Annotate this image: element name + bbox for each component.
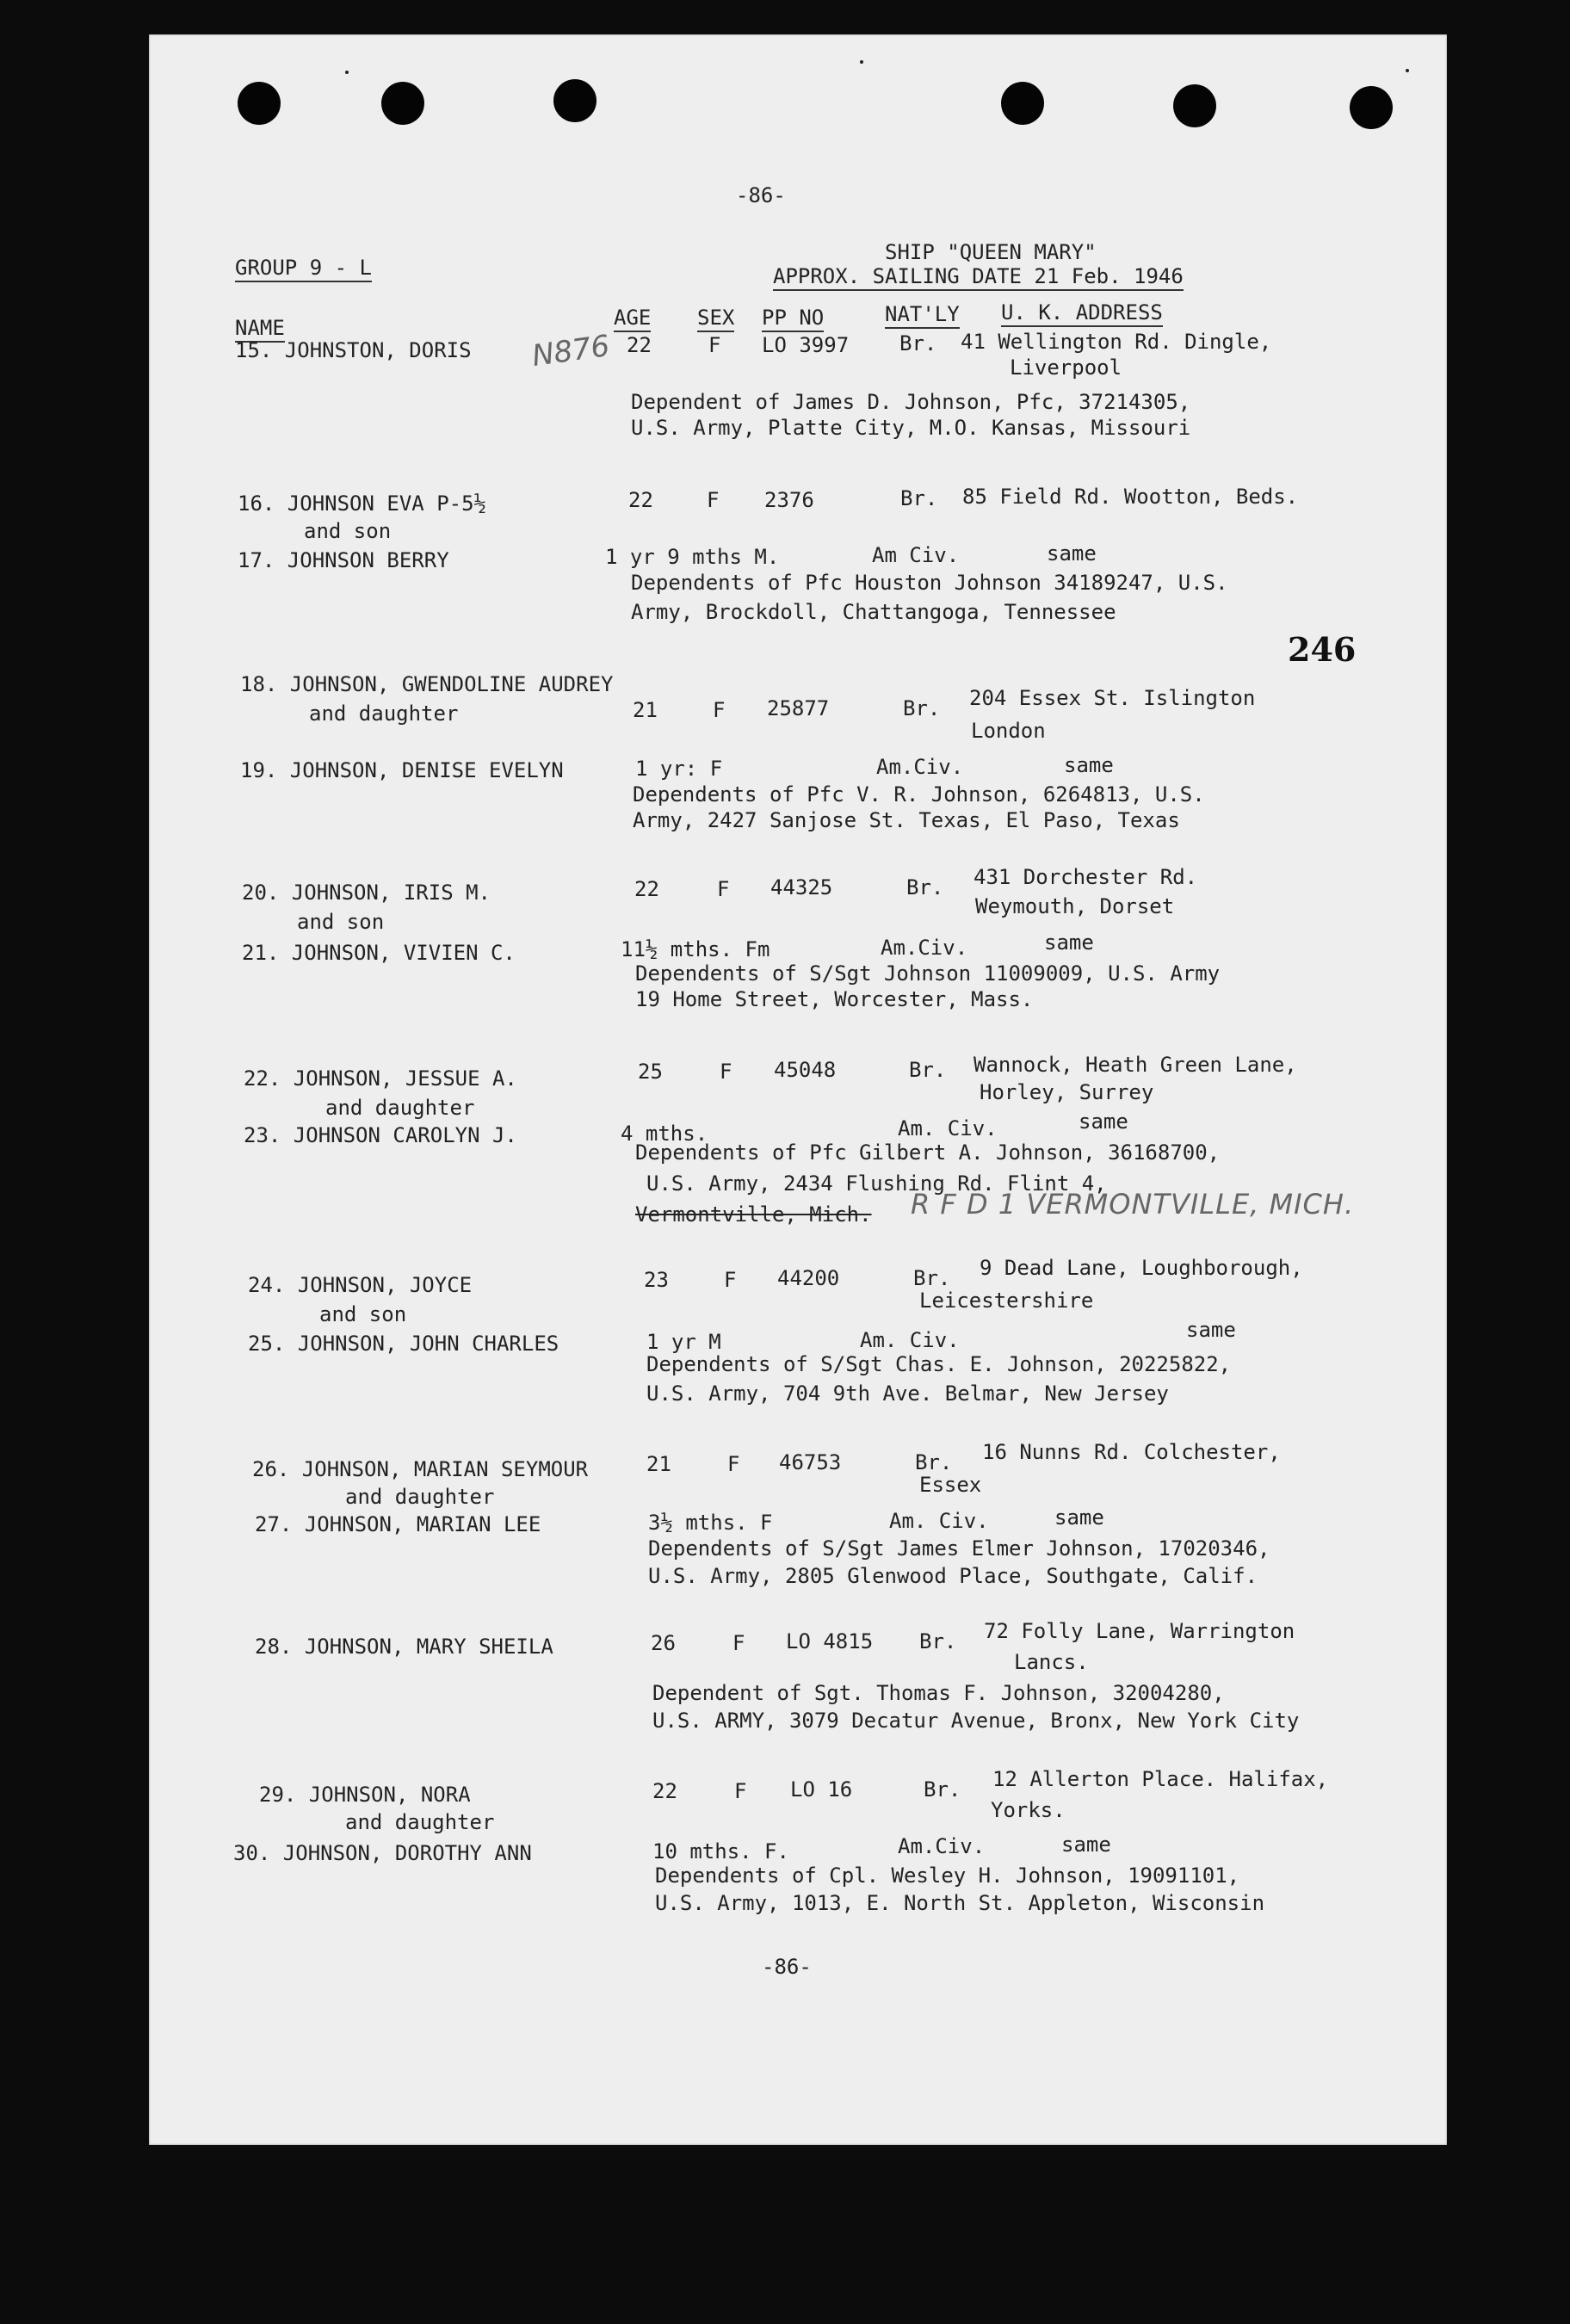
- entry-nationality: Am. Civ.: [898, 1116, 998, 1140]
- entry-nationality: Br.: [899, 331, 937, 355]
- entry-nationality: Am. Civ.: [889, 1509, 989, 1533]
- entry-age: 1 yr: F: [635, 757, 723, 781]
- entry-dependent: Dependents of Cpl. Wesley H. Johnson, 19091101,: [655, 1864, 1240, 1888]
- entry-address: 72 Folly Lane, Warrington: [984, 1619, 1295, 1643]
- entry-age: 1 yr 9 mths M.: [605, 545, 780, 569]
- entry-age: 10 mths. F.: [652, 1839, 789, 1864]
- entry-address: Wannock, Heath Green Lane,: [974, 1053, 1297, 1077]
- speck: [860, 60, 863, 64]
- punch-hole: [1173, 84, 1216, 127]
- entry-age: 25: [638, 1060, 663, 1084]
- entry-dependent: U.S. Army, Platte City, M.O. Kansas, Missouri: [631, 416, 1191, 440]
- entry-address: Essex: [919, 1473, 982, 1497]
- entry-name: 26. JOHNSON, MARIAN SEYMOUR: [252, 1457, 589, 1481]
- ship-title: SHIP "QUEEN MARY": [885, 240, 1097, 264]
- entry-address: 204 Essex St. Islington: [969, 686, 1256, 710]
- entry-address: London: [971, 719, 1046, 743]
- entry-age: 26: [651, 1631, 676, 1655]
- col-address-header: U. K. ADDRESS: [1001, 300, 1163, 327]
- entry-dependent: Dependents of S/Sgt Chas. E. Johnson, 20225822,: [646, 1352, 1232, 1376]
- group-label: GROUP 9 - L: [235, 255, 372, 282]
- entry-name: 16. JOHNSON EVA P-5½: [238, 491, 486, 516]
- entry-sub: and daughter: [345, 1810, 495, 1834]
- entry-dependent: Dependent of Sgt. Thomas F. Johnson, 32004280,: [652, 1681, 1225, 1705]
- entry-address: 85 Field Rd. Wootton, Beds.: [962, 485, 1299, 509]
- entry-sub: and daughter: [309, 702, 459, 726]
- entry-name: 29. JOHNSON, NORA: [259, 1783, 471, 1807]
- punch-hole: [553, 79, 596, 122]
- entry-sex: F: [717, 877, 730, 901]
- entry-name: 19. JOHNSON, DENISE EVELYN: [240, 758, 564, 782]
- entry-pp: LO 3997: [762, 333, 850, 357]
- sailing-date: APPROX. SAILING DATE 21 Feb. 1946: [773, 263, 1184, 291]
- entry-dependent: U.S. Army, 1013, E. North St. Appleton, Wisconsin: [655, 1891, 1265, 1915]
- entry-age: 11½ mths. Fm: [621, 937, 770, 961]
- entry-name: 17. JOHNSON BERRY: [238, 548, 449, 572]
- entry-address: Lancs.: [1014, 1650, 1089, 1674]
- entry-nationality: Br.: [913, 1266, 951, 1290]
- entry-address: 41 Wellington Rd. Dingle,: [961, 330, 1272, 354]
- entry-address: Yorks.: [991, 1798, 1066, 1822]
- entry-address: same: [1061, 1833, 1111, 1857]
- entry-name: 28. JOHNSON, MARY SHEILA: [255, 1635, 553, 1659]
- entry-nationality: Br.: [906, 875, 944, 899]
- punch-hole: [381, 82, 424, 125]
- col-name-header: NAME: [235, 315, 285, 343]
- entry-age: 1 yr M: [646, 1330, 721, 1354]
- entry-dependent: Dependents of Pfc Houston Johnson 34189247, U.S.: [631, 571, 1228, 595]
- entry-dependent: Dependents of Pfc Gilbert A. Johnson, 36168700,: [635, 1140, 1221, 1165]
- entry-sex: F: [707, 488, 720, 512]
- entry-age: 21: [633, 698, 658, 722]
- entry-nationality: Am.Civ.: [876, 755, 964, 779]
- entry-pp: 25877: [767, 696, 830, 720]
- entry-nationality: Am.Civ.: [881, 936, 968, 960]
- punch-hole: [1350, 86, 1393, 129]
- entry-sex: F: [713, 698, 726, 722]
- entry-address: 9 Dead Lane, Loughborough,: [980, 1256, 1303, 1280]
- entry-name: 22. JOHNSON, JESSUE A.: [244, 1066, 517, 1091]
- entry-dependent: Dependent of James D. Johnson, Pfc, 37214305,: [631, 390, 1191, 414]
- entry-dependent: Dependents of S/Sgt James Elmer Johnson, 17020346,: [648, 1536, 1270, 1561]
- entry-nationality: Br.: [903, 696, 941, 720]
- col-sex-header: SEX: [697, 305, 734, 332]
- entry-age: 22: [634, 877, 659, 901]
- entry-address: same: [1047, 541, 1097, 566]
- entry-address: Weymouth, Dorset: [975, 894, 1175, 918]
- entry-name: 15. JOHNSTON, DORIS: [235, 338, 472, 362]
- entry-age: 21: [646, 1452, 671, 1476]
- entry-pp: LO 4815: [786, 1629, 874, 1653]
- entry-address: same: [1044, 930, 1094, 955]
- entry-address: 431 Dorchester Rd.: [974, 865, 1198, 889]
- entry-address: same: [1079, 1109, 1128, 1134]
- entry-dependent: U.S. Army, 2805 Glenwood Place, Southgate, Calif.: [648, 1564, 1258, 1588]
- speck: [345, 71, 349, 74]
- entry-pp: 44325: [770, 875, 833, 899]
- entry-age: 3½ mths. F: [648, 1511, 773, 1535]
- handwritten-correction: R F D 1 VERMONTVILLE, MICH.: [911, 1188, 1355, 1221]
- entry-sex: F: [732, 1631, 745, 1655]
- entry-dependent-struck: Vermontville, Mich.: [635, 1202, 872, 1227]
- speck: [1406, 69, 1409, 72]
- entry-sex: F: [727, 1452, 740, 1476]
- punch-hole: [1001, 82, 1044, 125]
- entry-nationality: Br.: [919, 1629, 957, 1653]
- entry-nationality: Am Civ.: [872, 543, 960, 567]
- entry-sub: and son: [319, 1302, 407, 1326]
- entry-nationality: Br.: [909, 1058, 947, 1082]
- document-page: [149, 34, 1447, 2145]
- entry-name: 18. JOHNSON, GWENDOLINE AUDREY: [240, 672, 614, 696]
- entry-pp: 44200: [777, 1266, 840, 1290]
- entry-address: Horley, Surrey: [980, 1080, 1154, 1104]
- entry-dependent: Dependents of Pfc V. R. Johnson, 6264813, U.S.: [633, 782, 1205, 807]
- entry-age: 4 mths.: [621, 1122, 708, 1146]
- entry-nationality: Br.: [900, 486, 938, 510]
- entry-sex: F: [708, 333, 721, 357]
- entry-address: Liverpool: [1010, 355, 1122, 380]
- stamp-number: 246: [1288, 630, 1357, 669]
- entry-sex: F: [734, 1779, 747, 1803]
- entry-dependent: U.S. ARMY, 3079 Decatur Avenue, Bronx, New York City: [652, 1709, 1300, 1733]
- entry-age: 22: [628, 488, 653, 512]
- entry-name: 23. JOHNSON CAROLYN J.: [244, 1123, 517, 1147]
- entry-sub: and son: [297, 910, 385, 934]
- entry-address: same: [1186, 1318, 1236, 1342]
- col-pp-header: PP NO: [762, 305, 824, 332]
- entry-nationality: Br.: [924, 1777, 961, 1802]
- entry-name: 21. JOHNSON, VIVIEN C.: [242, 941, 516, 965]
- entry-nationality: Am. Civ.: [860, 1328, 960, 1352]
- entry-nationality: Am.Civ.: [898, 1834, 986, 1858]
- col-age-header: AGE: [614, 305, 651, 332]
- entry-address: same: [1064, 753, 1114, 777]
- entry-address: same: [1054, 1505, 1104, 1530]
- col-natly-header: NAT'LY: [885, 301, 960, 329]
- entry-nationality: Br.: [915, 1450, 953, 1474]
- page-number-bottom: -86-: [762, 1955, 812, 1979]
- entry-pp: 45048: [774, 1058, 837, 1082]
- entry-name: 20. JOHNSON, IRIS M.: [242, 881, 491, 905]
- entry-name: 24. JOHNSON, JOYCE: [248, 1273, 473, 1297]
- entry-age: 23: [644, 1268, 669, 1292]
- entry-name: 25. JOHNSON, JOHN CHARLES: [248, 1332, 559, 1356]
- entry-sex: F: [720, 1060, 732, 1084]
- entry-address: Leicestershire: [919, 1289, 1094, 1313]
- entry-pp: LO 16: [790, 1777, 853, 1802]
- entry-pp: 46753: [779, 1450, 842, 1474]
- entry-name: 27. JOHNSON, MARIAN LEE: [255, 1512, 541, 1536]
- entry-address: 16 Nunns Rd. Colchester,: [982, 1440, 1281, 1464]
- entry-age: 22: [652, 1779, 677, 1803]
- punch-hole: [238, 82, 281, 125]
- entry-sub: and daughter: [345, 1485, 495, 1509]
- entry-sub: and daughter: [325, 1096, 475, 1120]
- entry-sub: and son: [304, 519, 392, 543]
- entry-dependent: U.S. Army, 2434 Flushing Rd. Flint 4,: [646, 1171, 1107, 1196]
- entry-dependent: Dependents of S/Sgt Johnson 11009009, U.S. Army: [635, 961, 1221, 986]
- entry-dependent: Army, 2427 Sanjose St. Texas, El Paso, Texas: [633, 808, 1180, 832]
- entry-dependent: 19 Home Street, Worcester, Mass.: [635, 987, 1034, 1011]
- page-number-top: -86-: [736, 183, 786, 207]
- entry-dependent: U.S. Army, 704 9th Ave. Belmar, New Jersey: [646, 1381, 1169, 1406]
- entry-name: 30. JOHNSON, DOROTHY ANN: [233, 1841, 532, 1865]
- entry-address: 12 Allerton Place. Halifax,: [992, 1767, 1329, 1791]
- entry-pp: 2376: [764, 488, 814, 512]
- entry-sex: F: [724, 1268, 737, 1292]
- handwritten-note: N876: [529, 328, 612, 374]
- entry-age: 22: [627, 333, 652, 357]
- entry-dependent: Army, Brockdoll, Chattangoga, Tennessee: [631, 600, 1116, 624]
